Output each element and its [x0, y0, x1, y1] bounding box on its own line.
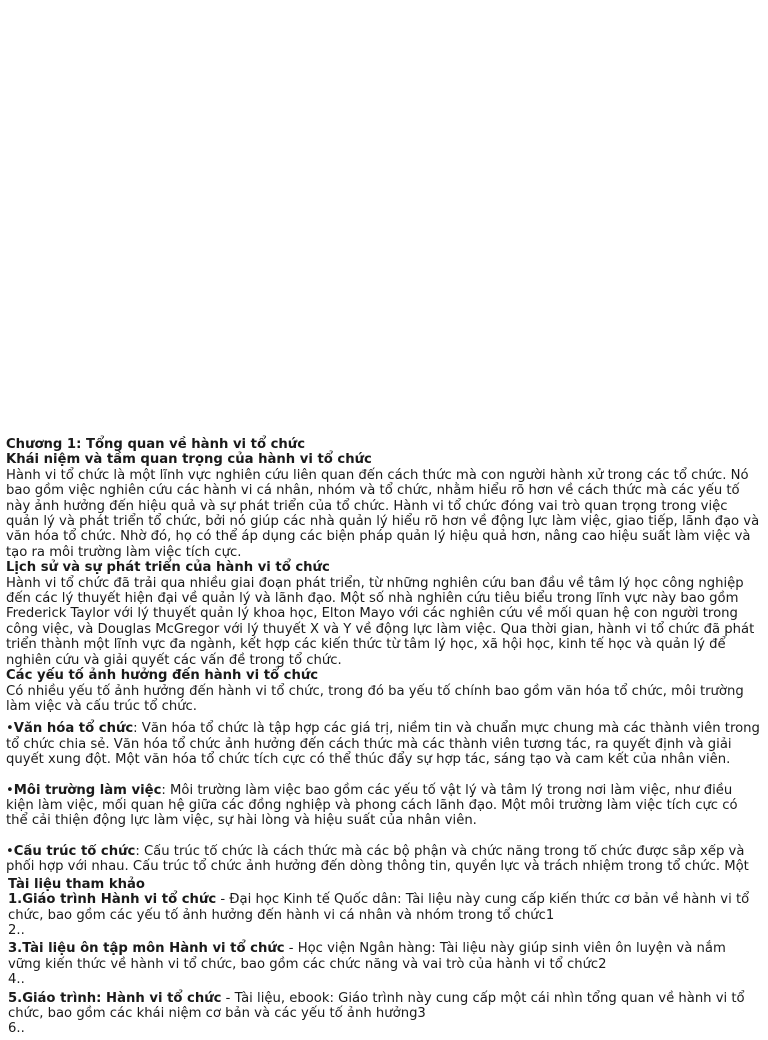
bullet-label: Văn hóa tổ chức	[13, 721, 134, 737]
reference-desc: - Tài liệu, ebook: Giáo trình này cung cấp một cái nhìn tổng quan về hành vi tổ chức, bao gồm các khái niệm cơ bản và các yếu tố ảnh hưởng3	[8, 990, 745, 1021]
document-body	[6, 437, 761, 1040]
section-body-history: Hành vi tổ chức đã trải qua nhiều giai đoạn phát triển, từ những nghiên cứu ban đầu về tâm lý học công nghiệp đến các lý thuyết hiện đại về quản lý và lãnh đạo. Một số nhà nghiên cứu tiêu biểu trong lĩnh vực này bao gồm Frederick Taylor với lý thuyết quản lý khoa học, Elton Mayo với các nghiên cứu về mối quan hệ con người trong công việc, và Douglas McGregor với lý thuyết X và Y về động lực làm việc. Qua thời gian, hành vi tổ chức đã phát triển thành một lĩnh vực đa ngành, kết hợp các kiến thức từ tâm lý học, xã hội học, kinh tế học và quản lý để nghiên cứu và giải quyết các vấn đề trong tổ chức.	[6, 575, 755, 668]
bullet-culture	[6, 721, 761, 767]
bullet-structure	[6, 844, 761, 874]
bullet-label: Môi trường làm việc	[13, 782, 162, 798]
reference-number: 3.	[8, 941, 23, 957]
reference-item	[6, 991, 761, 1022]
section-heading-factors: Các yếu tố ảnh hưởng đến hành vi tổ chức	[6, 668, 319, 684]
reference-next-marker: 4..	[8, 972, 25, 988]
bullet-text: : Cấu trúc tổ chức là cách thức mà các bộ phận và chức năng trong tổ chức được sắp xếp và phối hợp với nhau. Cấu trúc tổ chức ảnh hưởng đến dòng thông tin, quyền lực và trách nhiệm trong tổ chức. Một	[6, 843, 749, 874]
section-heading-history: Lịch sử và sự phát triển của hành vi tổ chức	[6, 560, 330, 576]
references-title: Tài liệu tham khảo	[8, 876, 145, 892]
reference-desc: - Đại học Kinh tế Quốc dân: Tài liệu này cung cấp kiến thức cơ bản về hành vi tổ chức, bao gồm các yếu tố ảnh hưởng đến hành vi cá nhân và nhóm trong tổ chức1	[8, 892, 750, 923]
reference-title: Giáo trình: Hành vi tổ chức	[22, 990, 222, 1006]
bullet-text: : Văn hóa tổ chức là tập hợp các giá trị, niềm tin và chuẩn mực chung mà các thành viên trong tổ chức chia sẻ. Văn hóa tổ chức ảnh hưởng đến cách thức mà các thành viên tương tác, ra quyết định và giải quyết xung đột. Một văn hóa tổ chức tích cực có thể thúc đẩy sự hợp tác, sáng tạo và cam kết của nhân viên.	[6, 721, 760, 768]
reference-next-marker: 2..	[8, 922, 25, 938]
bullet-marker: •	[6, 721, 14, 737]
reference-next-marker: 6..	[8, 1021, 25, 1037]
reference-title: Giáo trình Hành vi tổ chức	[22, 892, 217, 908]
reference-desc: - Học viện Ngân hàng: Tài liệu này giúp sinh viên ôn luyện và nắm vững kiến thức về hành vi tổ chức, bao gồm các chức năng và vai trò của hành vi tổ chức2	[8, 941, 726, 972]
chapter-title: Chương 1: Tổng quan về hành vi tổ chức	[6, 437, 306, 452]
bullet-text: : Môi trường làm việc bao gồm các yếu tố vật lý và tâm lý trong nơi làm việc, như điều kiện làm việc, mối quan hệ giữa các đồng nghiệp và phong cách lãnh đạo. Một môi trường làm việc tích cực có thể cải thiện động lực làm việc, sự hài lòng và hiệu suất của nhân viên.	[6, 782, 738, 829]
reference-title: Tài liệu ôn tập môn Hành vi tổ chức	[22, 941, 285, 957]
bullet-marker: •	[6, 843, 14, 859]
bullet-environment	[6, 783, 761, 829]
reference-number: 5.	[8, 990, 23, 1006]
reference-item	[6, 941, 761, 972]
reference-item	[6, 892, 761, 923]
reference-number: 1.	[8, 892, 23, 908]
bullet-marker: •	[6, 782, 14, 798]
section-body-factors: Có nhiều yếu tố ảnh hưởng đến hành vi tổ chức, trong đó ba yếu tố chính bao gồm văn hóa tổ chức, môi trường làm việc và cấu trúc tổ chức.	[6, 683, 744, 714]
bullet-label: Cấu trúc tổ chức	[13, 843, 136, 859]
section-body-concept: Hành vi tổ chức là một lĩnh vực nghiên cứu liên quan đến cách thức mà con người hành xử trong các tổ chức. Nó bao gồm việc nghiên cứu các hành vi cá nhân, nhóm và tổ chức, nhằm hiểu rõ hơn về cách thức mà các yếu tố này ảnh hưởng đến hiệu quả và sự phát triển của tổ chức. Hành vi tổ chức đóng vai trò quan trọng trong việc quản lý và phát triển tổ chức, bởi nó giúp các nhà quản lý hiểu rõ hơn về động lực làm việc, giao tiếp, lãnh đạo và văn hóa tổ chức. Nhờ đó, họ có thể áp dụng các biện pháp quản lý hiệu quả hơn, nâng cao hiệu suất làm việc và tạo ra môi trường làm việc tích cực.	[6, 467, 760, 560]
section-heading-concept: Khái niệm và tầm quan trọng của hành vi tổ chức	[6, 452, 372, 468]
